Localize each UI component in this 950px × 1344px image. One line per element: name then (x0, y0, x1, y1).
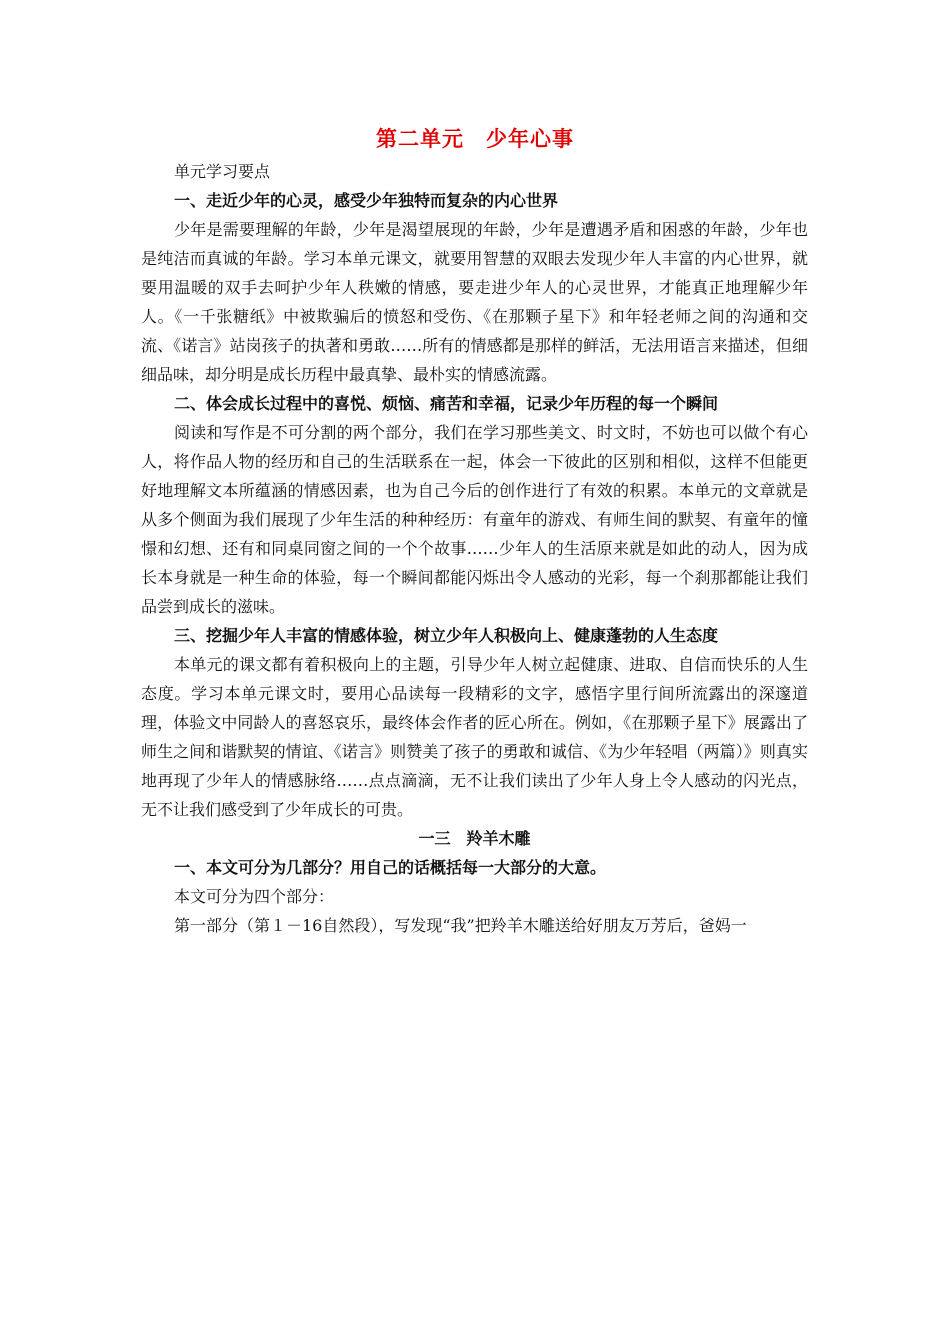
section-1-paragraph: 少年是需要理解的年龄，少年是渴望展现的年龄，少年是遭遇矛盾和困惑的年龄，少年也是纯洁而真诚的年龄。学习本单元课文，就要用智慧的双眼去发现少年人丰富的内心世界，就要用温暖的双手去呵护少年人秩嫩的情感，要走进少年人的心灵世界，才能真正地理解少年人。《一千张糖纸》中被欺骗后的愤怒和受伤、《在那颗子星下》和年轻老师之间的沟通和交流、《诺言》站岗孩子的执著和勇敢……所有的情感都是那样的鲜活，无法用语言来描述，但细细品味，却分明是成长历程中最真挚、最朴实的情感流露。 (141, 220, 808, 384)
answer-part-1: 第一部分（第１－16自然段），写发现“我”把羚羊木雕送给好朋友万芳后，爸妈一 (174, 916, 747, 935)
section-2-paragraph: 阅读和写作是不可分割的两个部分，我们在学习那些美文、时文时，不妨也可以做个有心人，将作品人物的经历和自己的生活联系在一起，体会一下彼此的区别和相似，这样不但能更好地理解文本所蕴涵的情感因素，也为自己今后的创作进行了有效的积累。本单元的文章就是从多个侧面为我们展现了少年生活的种种经历：有童年的游戏、有师生间的默契、有童年的憧憬和幻想、还有和同桌同窗之间的一个个故事……少年人的生活原来就是如此的动人，因为成长本身就是一种生命的体验，每一个瞬间都能闪烁出令人感动的光彩，每一个刹那都能让我们品尝到成长的滋味。 (141, 423, 808, 616)
lesson-title: 一三 羚羊木雕 (418, 829, 531, 848)
section-3-heading: 三、挖掘少年人丰富的情感体验，树立少年人积极向上、健康蓬勃的人生态度 (174, 626, 719, 645)
section-2-heading: 二、体会成长过程中的喜悦、烦恼、痛苦和幸福，记录少年历程的每一个瞬间 (174, 394, 719, 413)
page-title: 第二单元 少年心事 (376, 127, 574, 151)
unit-subtitle: 单元学习要点 (174, 162, 271, 181)
section-1-heading: 一、走近少年的心灵，感受少年独特而复杂的内心世界 (174, 191, 559, 210)
section-3-paragraph: 本单元的课文都有着积极向上的主题，引导少年人树立起健康、进取、自信而快乐的人生态度。学习本单元课文时，要用心品读每一段精彩的文字，感悟字里行间所流露出的深邃道理，体验文中同龄人的喜怒哀乐，最终体会作者的匠心所在。例如，《在那颗子星下》展露出了师生之间和谐默契的情谊、《诺言》则赞美了孩子的勇敢和诚信、《为少年轻唱（两篇）》则真实地再现了少年人的情感脉络……点点滴滴，无不让我们读出了少年人身上令人感动的闪光点，无不让我们感受到了少年成长的可贵。 (141, 655, 808, 819)
question-1: 一、本文可分为几部分？用自己的话概括每一大部分的大意。 (174, 858, 607, 877)
answer-intro: 本文可分为四个部分： (174, 887, 335, 906)
document-body (141, 157, 808, 940)
